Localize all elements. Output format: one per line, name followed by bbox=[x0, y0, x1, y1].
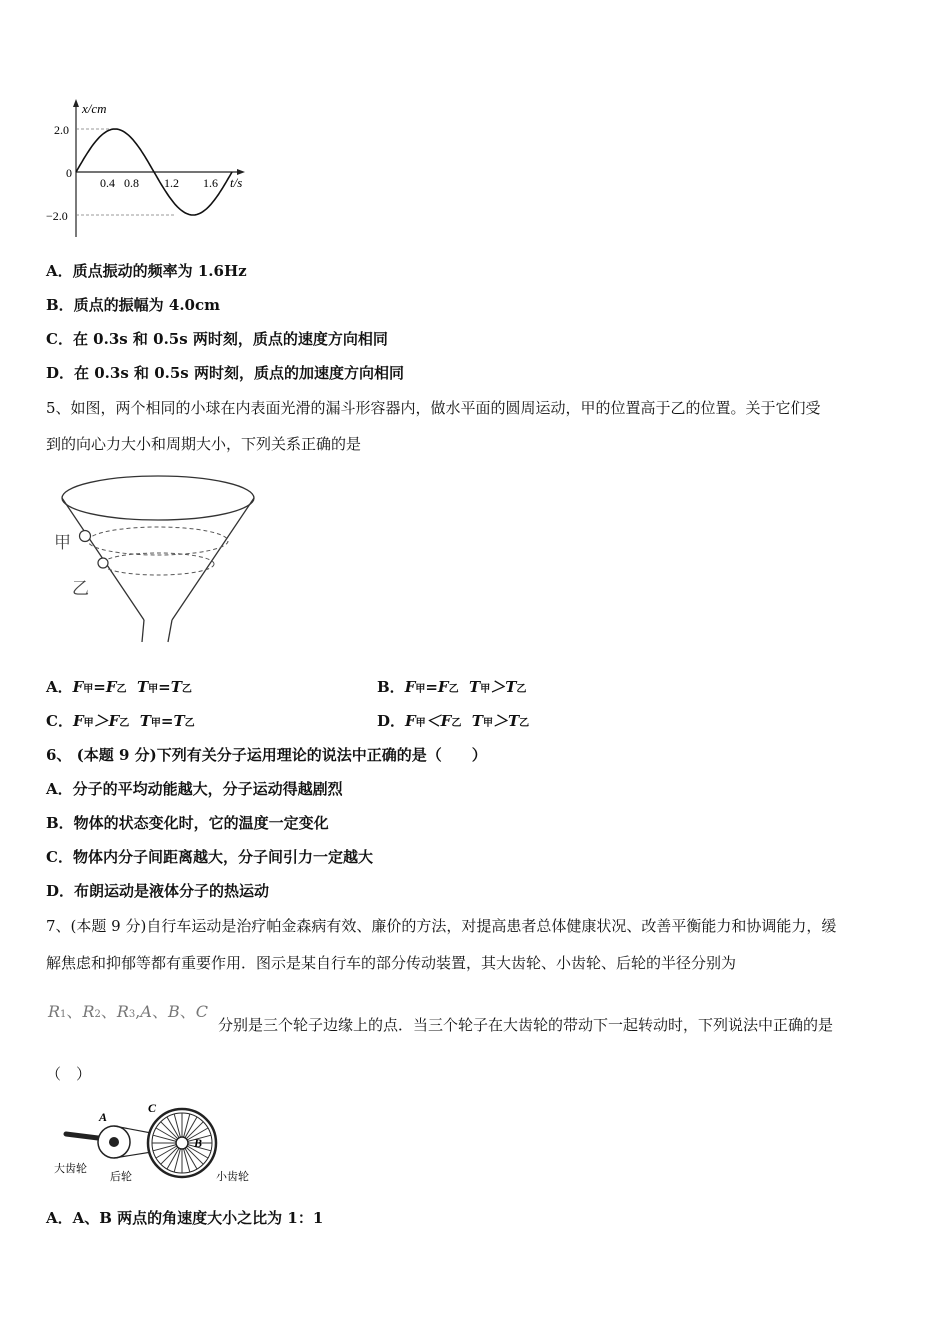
q7-option-a: A．A、B 两点的角速度大小之比为 1：1 bbox=[46, 1209, 324, 1227]
x-tick-0.4: 0.4 bbox=[100, 176, 115, 190]
y-tick-neg2: −2.0 bbox=[46, 209, 68, 223]
y-axis-label: x/cm bbox=[82, 101, 107, 116]
x-axis-label: t/s bbox=[230, 175, 243, 190]
label-rear-wheel: 后轮 bbox=[110, 1170, 132, 1183]
ball-jia bbox=[80, 531, 91, 542]
q6-option-b: B．物体的状态变化时，它的温度一定变化 bbox=[46, 814, 329, 832]
bicycle-transmission-figure bbox=[52, 1100, 262, 1190]
q6-option-d: D．布朗运动是液体分子的热运动 bbox=[46, 882, 270, 900]
y-tick-0: 0 bbox=[66, 166, 72, 180]
label-c: C bbox=[148, 1101, 157, 1115]
big-gear-hub bbox=[109, 1137, 119, 1147]
funnel-neck-right bbox=[168, 620, 172, 642]
y-axis-arrow bbox=[73, 99, 79, 107]
q5-option-c: C．F甲＞F乙 T甲=T乙 bbox=[46, 712, 195, 730]
q4-option-b: B．质点的振幅为 4.0cm bbox=[46, 296, 221, 314]
q6-stem: 6、 (本题 9 分)下列有关分子运用理论的说法中正确的是（ ） bbox=[46, 746, 487, 764]
q5-option-a: A．F甲=F乙 T甲=T乙 bbox=[46, 678, 192, 696]
q7-stem-line3: 分别是三个轮子边缘上的点．当三个轮子在大齿轮的带动下一起转动时，下列说法中正确的是 bbox=[218, 1016, 834, 1034]
q7-stem-line1: 7、(本题 9 分)自行车运动是治疗帕金森病有效、廉价的方法，对提高患者总体健康状况、改善平衡能力和协调能力，缓 bbox=[46, 917, 837, 935]
label-big-gear: 大齿轮 bbox=[54, 1162, 87, 1175]
funnel-rim bbox=[62, 476, 254, 520]
label-a: A bbox=[99, 1110, 108, 1124]
label-b: B bbox=[194, 1136, 203, 1150]
pedal-crank bbox=[66, 1134, 98, 1138]
q5-stem-line2: 到的向心力大小和周期大小，下列关系正确的是 bbox=[46, 435, 362, 453]
y-tick-2: 2.0 bbox=[54, 123, 69, 137]
label-yi: 乙 bbox=[72, 579, 89, 599]
x-tick-0.8: 0.8 bbox=[124, 176, 139, 190]
q5-option-d: D．F甲＜F乙 T甲＞T乙 bbox=[377, 712, 530, 730]
orbit-jia bbox=[88, 527, 228, 555]
q4-option-c: C．在 0.3s 和 0.5s 两时刻，质点的速度方向相同 bbox=[46, 330, 388, 348]
funnel-figure bbox=[50, 470, 260, 650]
x-tick-1.6: 1.6 bbox=[203, 176, 218, 190]
ball-yi bbox=[98, 558, 108, 568]
label-jia: 甲 bbox=[54, 533, 71, 553]
x-tick-1.2: 1.2 bbox=[164, 176, 179, 190]
displacement-time-graph bbox=[40, 95, 260, 245]
funnel-neck-left bbox=[142, 620, 144, 642]
q6-option-c: C．物体内分子间距离越大，分子间引力一定越大 bbox=[46, 848, 373, 866]
orbit-yi bbox=[102, 553, 214, 575]
q7-paren: （ ） bbox=[46, 1065, 92, 1083]
q5-stem-line1: 5、如图，两个相同的小球在内表面光滑的漏斗形容器内，做水平面的圆周运动，甲的位置高于乙的位置。关于它们受 bbox=[46, 399, 821, 417]
q4-option-a: A．质点振动的频率为 1.6Hz bbox=[46, 262, 247, 280]
label-small-gear: 小齿轮 bbox=[216, 1170, 249, 1183]
q5-option-b: B．F甲=F乙 T甲＞T乙 bbox=[377, 678, 527, 696]
q6-option-a: A．分子的平均动能越大，分子运动得越剧烈 bbox=[46, 780, 343, 798]
small-gear bbox=[176, 1137, 188, 1149]
q4-option-d: D．在 0.3s 和 0.5s 两时刻，质点的加速度方向相同 bbox=[46, 364, 404, 382]
q7-stem-line2: 解焦虑和抑郁等都有重要作用．图示是某自行车的部分传动装置，其大齿轮、小齿轮、后轮的半径分别为 bbox=[46, 954, 737, 972]
q7-formula: R1、R2、R3,A、B、C bbox=[48, 1002, 208, 1021]
